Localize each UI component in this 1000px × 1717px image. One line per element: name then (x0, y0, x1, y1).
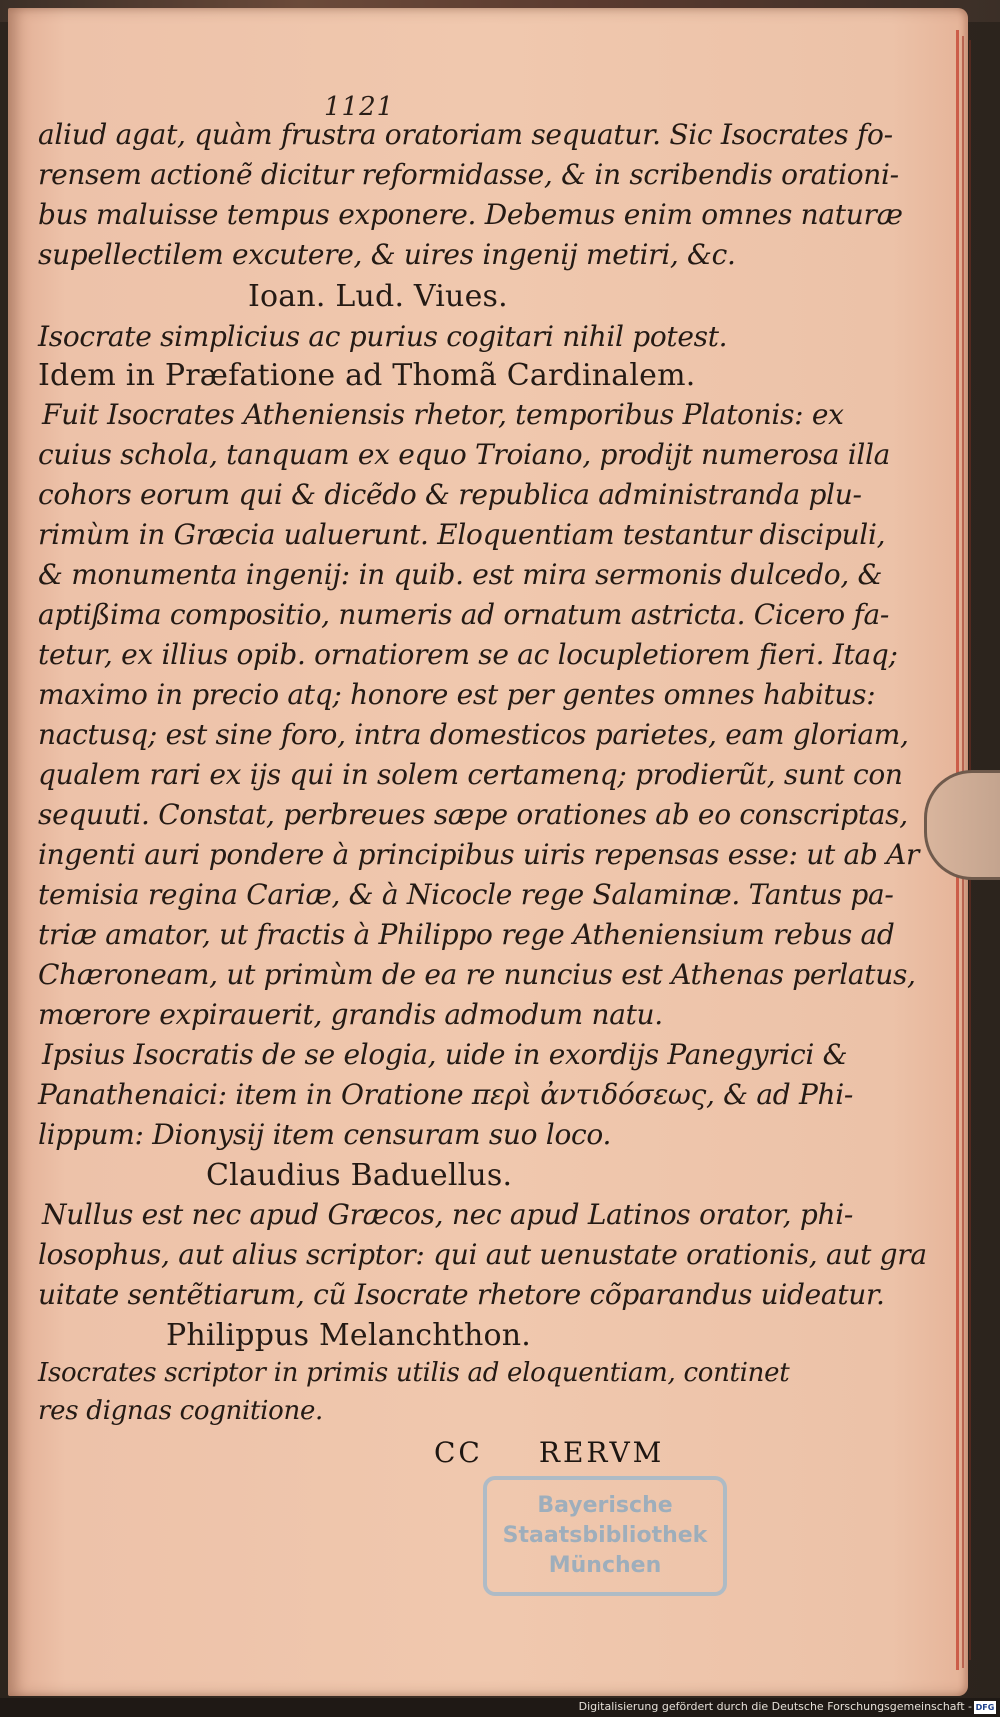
text-line: losophus, aut alius scriptor: qui aut uenustate orationis, aut gra (38, 1238, 927, 1271)
text-line: Isocrate simplicius ac purius cogitari nihil potest. (38, 320, 728, 353)
page-number: 1121 (324, 92, 395, 122)
text-line: cohors eorum qui & dicẽdo & republica administranda plu- (38, 478, 862, 511)
text-line: & monumenta ingenij: in quib. est mira sermonis dulcedo, & (38, 558, 883, 591)
text-line: mœrore expirauerit, grandis admodum natu. (38, 998, 663, 1031)
stamp-line: Staatsbibliothek (502, 1523, 708, 1548)
text-line: tetur, ex illius opib. ornatiorem se ac locupletiorem fieri. Itaq; (38, 638, 898, 671)
text-line: res dignas cognitione. (38, 1396, 324, 1426)
text-line: triæ amator, ut fractis à Philippo rege Atheniensium rebus ad (38, 918, 895, 951)
catchword-line (434, 1436, 664, 1469)
signature-mark: CC (434, 1436, 483, 1469)
text-line: maximo in precio atq; honore est per gentes omnes habitus: (38, 678, 876, 711)
library-stamp (483, 1476, 727, 1596)
section-heading: Idem in Præfatione ad Thomã Cardinalem. (38, 358, 696, 393)
text-line: Isocrates scriptor in primis utilis ad eloquentiam, continet (38, 1358, 790, 1388)
dfg-logo: DFG (975, 1703, 995, 1712)
text-line: sequuti. Constat, perbreues sæpe orationes ab eo conscriptas, (38, 798, 908, 831)
text-line: lippum: Dionysij item censuram suo loco. (38, 1118, 612, 1151)
book-clasp (924, 770, 1000, 880)
text-line: Nullus est nec apud Græcos, nec apud Latinos orator, phi- (42, 1198, 854, 1231)
text-line: aliud agat, quàm frustra oratoriam sequatur. Sic Isocrates fo- (38, 118, 893, 151)
section-heading: Ioan. Lud. Viues. (248, 279, 508, 314)
stamp-line: Bayerische (537, 1493, 673, 1518)
text-line: Ipsius Isocratis de se elogia, uide in exordijs Panegyrici & (42, 1038, 848, 1071)
text-line: rimùm in Græcia ualuerunt. Eloquentiam testantur discipuli, (38, 518, 886, 551)
text-line: uitate sentẽtiarum, cũ Isocrate rhetore cõparandus uideatur. (38, 1278, 885, 1311)
catchword: RERVM (538, 1436, 665, 1469)
text-line: temisia regina Cariæ, & à Nicocle rege Salaminæ. Tantus pa- (38, 878, 894, 911)
text-line: bus maluisse tempus exponere. Debemus enim omnes naturæ (38, 198, 903, 231)
text-line: Fuit Isocrates Atheniensis rhetor, temporibus Platonis: ex (42, 398, 844, 431)
text-line: ingenti auri pondere à principibus uiris repensas esse: ut ab Ar (38, 838, 920, 871)
footer-credit: Digitalisierung gefördert durch die Deutsche Forschungsgemeinschaft - (578, 1700, 972, 1713)
text-line: cuius schola, tanquam ex equo Troiano, prodijt numerosa illa (38, 438, 891, 471)
text-line: Panathenaici: item in Oratione περὶ ἀντιδόσεως, & ad Phi- (38, 1078, 854, 1111)
section-heading: Claudius Baduellus. (206, 1158, 513, 1193)
text-line: rensem actionẽ dicitur reformidasse, & in scribendis orationi- (38, 158, 899, 191)
stamp-line: München (548, 1553, 662, 1578)
text-line: nactusq; est sine foro, intra domesticos parietes, eam gloriam, (38, 718, 909, 751)
text-line: aptißima compositio, numeris ad ornatum astricta. Cicero fa- (38, 598, 890, 631)
text-line: qualem rari ex ijs qui in solem certamenq; prodierũt, sunt con (38, 758, 903, 791)
section-heading: Philippus Melanchthon. (166, 1318, 532, 1353)
text-line: supellectilem excutere, & uires ingenij metiri, &c. (38, 238, 736, 271)
text-line: Chæroneam, ut primùm de ea re nuncius est Athenas perlatus, (38, 958, 916, 991)
